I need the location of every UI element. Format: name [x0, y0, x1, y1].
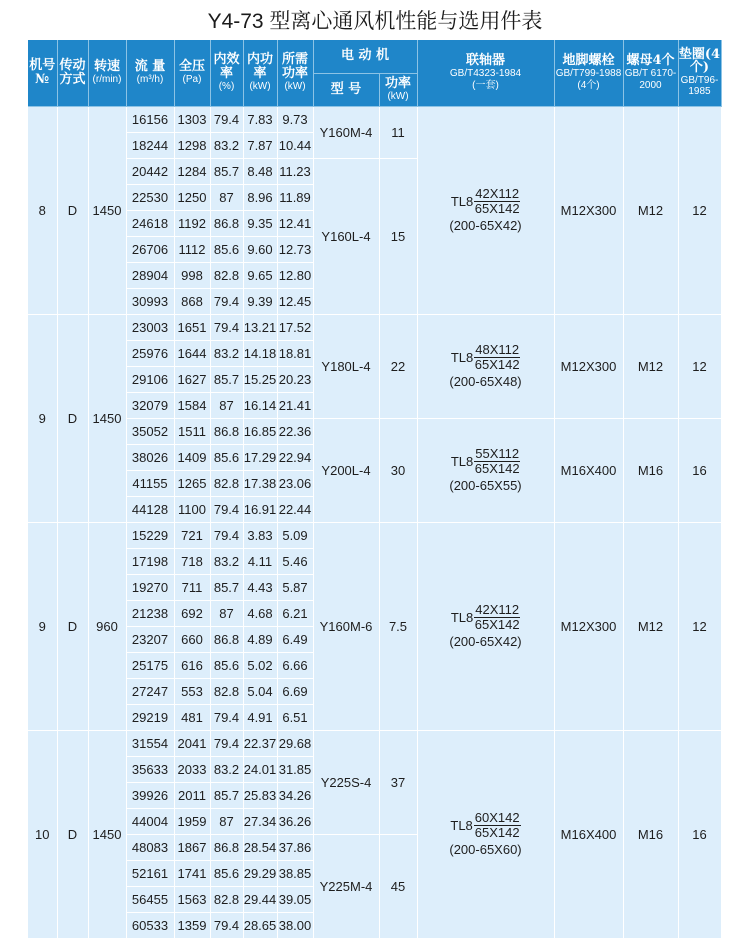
table-row: [28, 418, 721, 444]
flow-cell: 25175: [126, 652, 174, 678]
internal-power-cell: 14.18: [243, 340, 277, 366]
pressure-cell: 2011: [174, 782, 210, 808]
flow-cell: 56455: [126, 886, 174, 912]
header-motor-model: 型 号: [313, 73, 379, 106]
flow-cell: 30993: [126, 288, 174, 314]
header-drive: 传动方式: [57, 40, 88, 106]
flow-cell: 29106: [126, 366, 174, 392]
required-power-cell: 22.36: [277, 418, 313, 444]
internal-power-cell: 5.04: [243, 678, 277, 704]
coupling-note: (200-65X42): [449, 217, 522, 233]
efficiency-cell: 83.2: [210, 756, 243, 782]
coupling-cell: [417, 418, 554, 522]
required-power-cell: 6.49: [277, 626, 313, 652]
coupling-fraction: [474, 187, 520, 215]
coupling-numerator: 48X112: [475, 342, 520, 358]
required-power-cell: 38.85: [277, 860, 313, 886]
efficiency-cell: 85.6: [210, 236, 243, 262]
coupling-prefix: TL8: [450, 454, 474, 469]
flow-cell: 16156: [126, 106, 174, 132]
efficiency-cell: 83.2: [210, 548, 243, 574]
efficiency-cell: 79.4: [210, 730, 243, 756]
flow-cell: 31554: [126, 730, 174, 756]
required-power-cell: 31.85: [277, 756, 313, 782]
internal-power-cell: 7.83: [243, 106, 277, 132]
machine-no-cell: 9: [28, 522, 57, 730]
required-power-cell: 36.26: [277, 808, 313, 834]
header-flow: 流 量 (m³/h): [126, 40, 174, 106]
pressure-cell: 1284: [174, 158, 210, 184]
motor-power-cell: 37: [379, 730, 417, 834]
speed-cell: 1450: [88, 314, 126, 522]
washer-cell: 12: [678, 522, 721, 730]
pressure-cell: 718: [174, 548, 210, 574]
internal-power-cell: 25.83: [243, 782, 277, 808]
pressure-cell: 1651: [174, 314, 210, 340]
flow-cell: 20442: [126, 158, 174, 184]
flow-cell: 41155: [126, 470, 174, 496]
flow-cell: 32079: [126, 392, 174, 418]
pressure-cell: 2033: [174, 756, 210, 782]
internal-power-cell: 9.39: [243, 288, 277, 314]
table-row: [28, 314, 721, 340]
coupling-denominator: 65X142: [474, 201, 520, 216]
internal-power-cell: 28.65: [243, 912, 277, 938]
efficiency-cell: 85.7: [210, 782, 243, 808]
pressure-cell: 1511: [174, 418, 210, 444]
internal-power-cell: 4.43: [243, 574, 277, 600]
coupling-numerator: 42X112: [475, 186, 520, 202]
pressure-cell: 1627: [174, 366, 210, 392]
nut-cell: M16: [623, 418, 678, 522]
header-required-power: 所需功率 (kW): [277, 40, 313, 106]
efficiency-cell: 85.6: [210, 860, 243, 886]
efficiency-cell: 83.2: [210, 132, 243, 158]
coupling-prefix: TL8: [450, 194, 474, 209]
required-power-cell: 18.81: [277, 340, 313, 366]
coupling-spec: [451, 187, 520, 215]
pressure-cell: 1867: [174, 834, 210, 860]
efficiency-cell: 86.8: [210, 418, 243, 444]
header-nut: 螺母4个 GB/T 6170-2000: [623, 40, 678, 106]
coupling-cell: [417, 522, 554, 730]
coupling-prefix: TL8: [450, 350, 474, 365]
flow-cell: 17198: [126, 548, 174, 574]
required-power-cell: 34.26: [277, 782, 313, 808]
required-power-cell: 6.66: [277, 652, 313, 678]
internal-power-cell: 9.35: [243, 210, 277, 236]
internal-power-cell: 24.01: [243, 756, 277, 782]
internal-power-cell: 17.38: [243, 470, 277, 496]
pressure-cell: 998: [174, 262, 210, 288]
anchor-bolt-cell: M12X300: [554, 314, 623, 418]
efficiency-cell: 79.4: [210, 288, 243, 314]
efficiency-cell: 85.7: [210, 574, 243, 600]
required-power-cell: 39.05: [277, 886, 313, 912]
motor-power-cell: 45: [379, 834, 417, 938]
pressure-cell: 1563: [174, 886, 210, 912]
coupling-note: (200-65X55): [449, 477, 522, 493]
internal-power-cell: 8.96: [243, 184, 277, 210]
speed-cell: 1450: [88, 106, 126, 314]
motor-model-cell: Y160M-4: [313, 106, 379, 158]
flow-cell: 35633: [126, 756, 174, 782]
coupling-prefix: TL8: [450, 818, 473, 833]
required-power-cell: 6.51: [277, 704, 313, 730]
internal-power-cell: 7.87: [243, 132, 277, 158]
flow-cell: 44004: [126, 808, 174, 834]
internal-power-cell: 16.85: [243, 418, 277, 444]
machine-no-cell: 9: [28, 314, 57, 522]
required-power-cell: 20.23: [277, 366, 313, 392]
flow-cell: 23207: [126, 626, 174, 652]
motor-model-cell: Y225M-4: [313, 834, 379, 938]
washer-cell: 12: [678, 314, 721, 418]
pressure-cell: 481: [174, 704, 210, 730]
required-power-cell: 12.41: [277, 210, 313, 236]
efficiency-cell: 83.2: [210, 340, 243, 366]
header-anchor-bolt: 地脚螺栓 GB/T799-1988 (4个): [554, 40, 623, 106]
internal-power-cell: 4.68: [243, 600, 277, 626]
table-body: [28, 106, 721, 938]
internal-power-cell: 9.65: [243, 262, 277, 288]
nut-cell: M12: [623, 314, 678, 418]
pressure-cell: 1250: [174, 184, 210, 210]
internal-power-cell: 16.14: [243, 392, 277, 418]
efficiency-cell: 86.8: [210, 626, 243, 652]
efficiency-cell: 86.8: [210, 210, 243, 236]
washer-cell: 12: [678, 106, 721, 314]
efficiency-cell: 79.4: [210, 912, 243, 938]
flow-cell: 28904: [126, 262, 174, 288]
efficiency-cell: 85.6: [210, 444, 243, 470]
anchor-bolt-cell: M12X300: [554, 106, 623, 314]
efficiency-cell: 79.4: [210, 106, 243, 132]
internal-power-cell: 4.91: [243, 704, 277, 730]
coupling-fraction: [474, 603, 520, 631]
internal-power-cell: 9.60: [243, 236, 277, 262]
coupling-numerator: 42X112: [475, 602, 520, 618]
pressure-cell: 616: [174, 652, 210, 678]
performance-table: [28, 40, 722, 939]
required-power-cell: 12.73: [277, 236, 313, 262]
speed-cell: 960: [88, 522, 126, 730]
coupling-fraction: [474, 811, 521, 839]
drive-cell: D: [57, 522, 88, 730]
motor-model-cell: Y180L-4: [313, 314, 379, 418]
internal-power-cell: 17.29: [243, 444, 277, 470]
required-power-cell: 38.00: [277, 912, 313, 938]
efficiency-cell: 79.4: [210, 496, 243, 522]
efficiency-cell: 85.7: [210, 366, 243, 392]
required-power-cell: 9.73: [277, 106, 313, 132]
coupling-fraction: [474, 447, 520, 475]
coupling-spec: [451, 603, 520, 631]
required-power-cell: 6.69: [277, 678, 313, 704]
motor-power-cell: 11: [379, 106, 417, 158]
flow-cell: 39926: [126, 782, 174, 808]
motor-power-cell: 15: [379, 158, 417, 314]
drive-cell: D: [57, 314, 88, 522]
drive-cell: D: [57, 106, 88, 314]
motor-power-cell: 7.5: [379, 522, 417, 730]
motor-model-cell: Y160L-4: [313, 158, 379, 314]
internal-power-cell: 28.54: [243, 834, 277, 860]
flow-cell: 44128: [126, 496, 174, 522]
efficiency-cell: 79.4: [210, 522, 243, 548]
pressure-cell: 553: [174, 678, 210, 704]
required-power-cell: 12.45: [277, 288, 313, 314]
internal-power-cell: 15.25: [243, 366, 277, 392]
coupling-spec: [451, 343, 520, 371]
pressure-cell: 1584: [174, 392, 210, 418]
efficiency-cell: 87: [210, 184, 243, 210]
internal-power-cell: 3.83: [243, 522, 277, 548]
header-internal-power: 内功率 (kW): [243, 40, 277, 106]
required-power-cell: 37.86: [277, 834, 313, 860]
efficiency-cell: 82.8: [210, 470, 243, 496]
flow-cell: 27247: [126, 678, 174, 704]
required-power-cell: 23.06: [277, 470, 313, 496]
flow-cell: 15229: [126, 522, 174, 548]
required-power-cell: 6.21: [277, 600, 313, 626]
coupling-spec: [450, 811, 520, 839]
flow-cell: 60533: [126, 912, 174, 938]
internal-power-cell: 22.37: [243, 730, 277, 756]
internal-power-cell: 16.91: [243, 496, 277, 522]
coupling-denominator: 65X142: [474, 825, 520, 840]
header-speed: 转速 (r/min): [88, 40, 126, 106]
pressure-cell: 868: [174, 288, 210, 314]
washer-cell: 16: [678, 418, 721, 522]
required-power-cell: 21.41: [277, 392, 313, 418]
flow-cell: 19270: [126, 574, 174, 600]
efficiency-cell: 87: [210, 392, 243, 418]
flow-cell: 22530: [126, 184, 174, 210]
pressure-cell: 660: [174, 626, 210, 652]
internal-power-cell: 4.11: [243, 548, 277, 574]
motor-power-cell: 30: [379, 418, 417, 522]
efficiency-cell: 85.6: [210, 652, 243, 678]
coupling-denominator: 65X142: [474, 461, 520, 476]
efficiency-cell: 82.8: [210, 262, 243, 288]
required-power-cell: 10.44: [277, 132, 313, 158]
coupling-note: (200-65X48): [449, 373, 522, 389]
required-power-cell: 5.87: [277, 574, 313, 600]
pressure-cell: 1741: [174, 860, 210, 886]
coupling-cell: [417, 106, 554, 314]
flow-cell: 35052: [126, 418, 174, 444]
efficiency-cell: 85.7: [210, 158, 243, 184]
coupling-note: (200-65X60): [449, 841, 522, 857]
efficiency-cell: 82.8: [210, 678, 243, 704]
internal-power-cell: 29.29: [243, 860, 277, 886]
coupling-numerator: 60X142: [474, 810, 520, 826]
header-machine-no: 机号№: [28, 40, 57, 106]
coupling-cell: [417, 730, 554, 938]
flow-cell: 18244: [126, 132, 174, 158]
washer-cell: 16: [678, 730, 721, 938]
efficiency-cell: 79.4: [210, 704, 243, 730]
header-efficiency: 内效率 (%): [210, 40, 243, 106]
speed-cell: 1450: [88, 730, 126, 938]
internal-power-cell: 8.48: [243, 158, 277, 184]
flow-cell: 23003: [126, 314, 174, 340]
header-motor-power: 功率 (kW): [379, 73, 417, 106]
machine-no-cell: 8: [28, 106, 57, 314]
flow-cell: 25976: [126, 340, 174, 366]
motor-power-cell: 22: [379, 314, 417, 418]
page-title: Y4-73 型离心通风机性能与选用件表: [207, 10, 543, 33]
flow-cell: 48083: [126, 834, 174, 860]
header-washer: 垫圈(4个) GB/T96-1985: [678, 40, 721, 106]
pressure-cell: 721: [174, 522, 210, 548]
efficiency-cell: 79.4: [210, 314, 243, 340]
flow-cell: 52161: [126, 860, 174, 886]
flow-cell: 26706: [126, 236, 174, 262]
coupling-denominator: 65X142: [474, 357, 520, 372]
header-motor: 电 动 机: [313, 40, 417, 73]
pressure-cell: 1192: [174, 210, 210, 236]
nut-cell: M16: [623, 730, 678, 938]
pressure-cell: 711: [174, 574, 210, 600]
efficiency-cell: 87: [210, 600, 243, 626]
coupling-numerator: 55X112: [475, 446, 520, 462]
efficiency-cell: 82.8: [210, 886, 243, 912]
table-wrapper: [28, 40, 721, 939]
machine-no-cell: 10: [28, 730, 57, 938]
coupling-denominator: 65X142: [474, 617, 520, 632]
internal-power-cell: 29.44: [243, 886, 277, 912]
pressure-cell: 1409: [174, 444, 210, 470]
flow-cell: 21238: [126, 600, 174, 626]
pressure-cell: 1644: [174, 340, 210, 366]
pressure-cell: 1100: [174, 496, 210, 522]
pressure-cell: 1959: [174, 808, 210, 834]
pressure-cell: 1303: [174, 106, 210, 132]
header-coupling: 联轴器 GB/T4323-1984 (一套): [417, 40, 554, 106]
motor-model-cell: Y200L-4: [313, 418, 379, 522]
anchor-bolt-cell: M16X400: [554, 730, 623, 938]
anchor-bolt-cell: M12X300: [554, 522, 623, 730]
required-power-cell: 5.09: [277, 522, 313, 548]
coupling-prefix: TL8: [450, 610, 474, 625]
table-row: [28, 730, 721, 756]
efficiency-cell: 86.8: [210, 834, 243, 860]
pressure-cell: 1359: [174, 912, 210, 938]
nut-cell: M12: [623, 522, 678, 730]
pressure-cell: 692: [174, 600, 210, 626]
internal-power-cell: 13.21: [243, 314, 277, 340]
pressure-cell: 1265: [174, 470, 210, 496]
coupling-spec: [451, 447, 520, 475]
flow-cell: 38026: [126, 444, 174, 470]
required-power-cell: 29.68: [277, 730, 313, 756]
motor-model-cell: Y160M-6: [313, 522, 379, 730]
required-power-cell: 5.46: [277, 548, 313, 574]
coupling-cell: [417, 314, 554, 418]
nut-cell: M12: [623, 106, 678, 314]
required-power-cell: 22.94: [277, 444, 313, 470]
required-power-cell: 22.44: [277, 496, 313, 522]
table-row: [28, 522, 721, 548]
pressure-cell: 2041: [174, 730, 210, 756]
internal-power-cell: 5.02: [243, 652, 277, 678]
required-power-cell: 17.52: [277, 314, 313, 340]
required-power-cell: 11.23: [277, 158, 313, 184]
flow-cell: 24618: [126, 210, 174, 236]
table-row: [28, 106, 721, 132]
coupling-note: (200-65X42): [449, 633, 522, 649]
motor-model-cell: Y225S-4: [313, 730, 379, 834]
pressure-cell: 1112: [174, 236, 210, 262]
internal-power-cell: 27.34: [243, 808, 277, 834]
flow-cell: 29219: [126, 704, 174, 730]
coupling-fraction: [474, 343, 520, 371]
required-power-cell: 12.80: [277, 262, 313, 288]
anchor-bolt-cell: M16X400: [554, 418, 623, 522]
header-pressure: 全压 (Pa): [174, 40, 210, 106]
pressure-cell: 1298: [174, 132, 210, 158]
required-power-cell: 11.89: [277, 184, 313, 210]
drive-cell: D: [57, 730, 88, 938]
efficiency-cell: 87: [210, 808, 243, 834]
internal-power-cell: 4.89: [243, 626, 277, 652]
